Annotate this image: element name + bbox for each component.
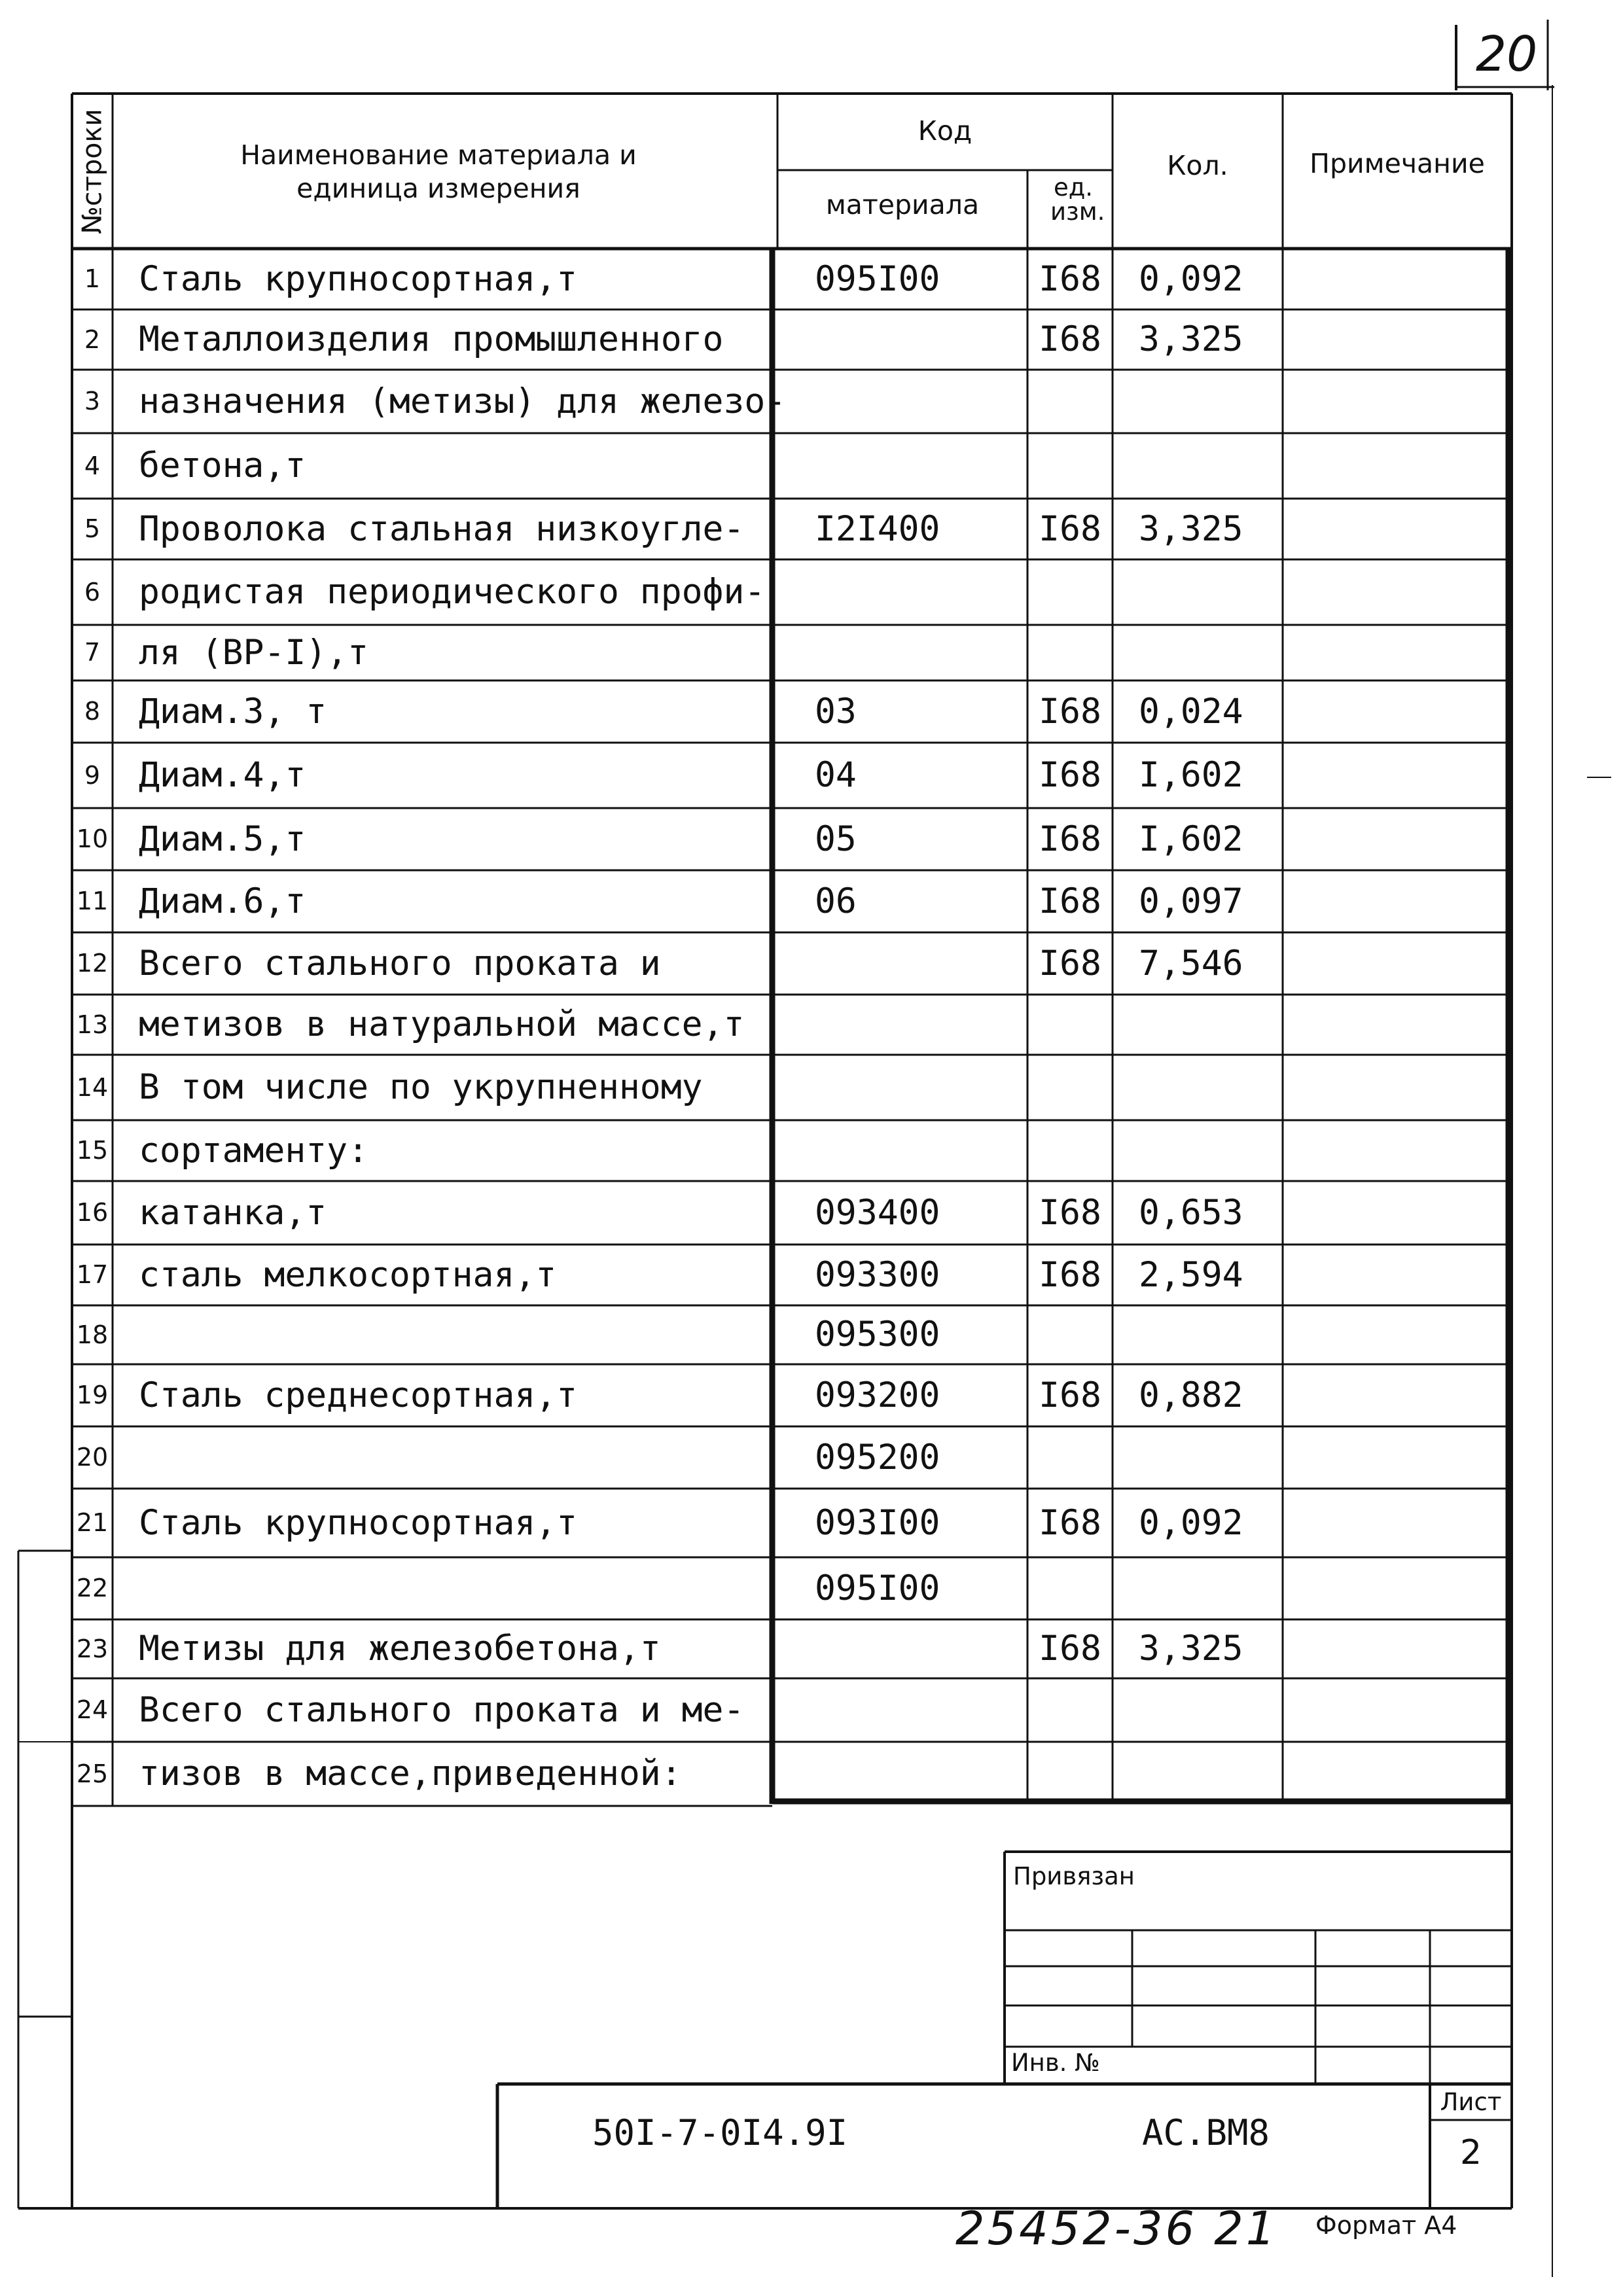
row-18-unit [1029, 1305, 1111, 1364]
row-11-unit: I68 [1039, 881, 1101, 921]
row-18-n: 18 [76, 1320, 109, 1349]
row-7-name: ля (ВР-I),т [139, 633, 368, 673]
row-3-unit [1029, 370, 1111, 433]
row-15-n: 15 [76, 1136, 109, 1165]
row-25-name: тизов в массе,приведенной: [139, 1754, 682, 1793]
page-number: 20 [1476, 26, 1538, 82]
row-8-unit: I68 [1039, 692, 1101, 732]
row-9-qty: I,602 [1139, 755, 1243, 795]
row-10-code: 05 [815, 819, 857, 859]
row-6-code [815, 559, 1024, 625]
row-24-unit [1029, 1678, 1111, 1742]
row-9-name: Диам.4,т [139, 755, 306, 795]
row-13-unit [1029, 995, 1111, 1055]
row-8-n: 8 [84, 697, 101, 726]
row-5-name: Проволока стальная низкоугле- [139, 509, 745, 549]
row-7-unit [1029, 625, 1111, 680]
row-5-n: 5 [84, 514, 101, 543]
row-6-n: 6 [84, 578, 101, 607]
row-20-unit [1029, 1426, 1111, 1489]
row-2-qty: 3,325 [1139, 319, 1243, 359]
row-25-qty [1139, 1742, 1281, 1806]
row-25-n: 25 [76, 1759, 109, 1788]
row-6-qty [1139, 559, 1281, 625]
header-name: Наименование материала и единица измерения [240, 139, 637, 205]
row-21-qty: 0,092 [1139, 1503, 1243, 1543]
row-10-qty: I,602 [1139, 819, 1243, 859]
row-11-name: Диам.6,т [139, 881, 306, 921]
row-13-code [815, 995, 1024, 1055]
row-1-name: Сталь крупносортная,т [139, 259, 578, 299]
row-1-qty: 0,092 [1139, 259, 1243, 299]
row-20-name [139, 1426, 767, 1489]
header-code: Код [918, 115, 972, 147]
row-13-n: 13 [76, 1010, 109, 1039]
header-material: материала [825, 189, 980, 221]
row-9-code: 04 [815, 755, 857, 795]
row-3-name: назначения (метизы) для железо- [139, 381, 787, 421]
row-22-name [139, 1557, 767, 1619]
row-14-name: В том числе по укрупненному [139, 1067, 703, 1107]
row-19-code: 093200 [815, 1375, 940, 1415]
row-2-code [815, 309, 1024, 370]
row-22-code: 095I00 [815, 1568, 940, 1608]
row-10-unit: I68 [1039, 819, 1101, 859]
row-10-name: Диам.5,т [139, 819, 306, 859]
row-22-n: 22 [76, 1574, 109, 1602]
row-17-code: 093300 [815, 1255, 940, 1295]
row-6-name: родистая периодического профи- [139, 572, 766, 612]
row-18-qty [1139, 1305, 1281, 1364]
row-16-code: 093400 [815, 1193, 940, 1233]
row-19-unit: I68 [1039, 1375, 1101, 1415]
row-18-code: 095300 [815, 1315, 940, 1354]
row-9-unit: I68 [1039, 755, 1101, 795]
row-17-qty: 2,594 [1139, 1255, 1243, 1295]
document-mark: АС.ВМ8 [1142, 2112, 1270, 2153]
row-12-qty: 7,546 [1139, 944, 1243, 983]
linked-label: Привязан [1013, 1862, 1135, 1890]
row-8-code: 03 [815, 692, 857, 732]
row-23-code [815, 1619, 1024, 1678]
header-note: Примечание [1310, 148, 1485, 179]
row-23-qty: 3,325 [1139, 1629, 1243, 1669]
row-10-n: 10 [76, 824, 109, 853]
row-3-code [815, 370, 1024, 433]
row-16-qty: 0,653 [1139, 1193, 1243, 1233]
row-21-n: 21 [76, 1508, 109, 1537]
inventory-number-label: Инв. № [1011, 2049, 1100, 2077]
row-16-unit: I68 [1039, 1193, 1101, 1233]
header-row-number: №строки [76, 109, 108, 234]
row-4-code [815, 433, 1024, 499]
row-15-code [815, 1120, 1024, 1181]
row-8-qty: 0,024 [1139, 692, 1243, 732]
row-16-name: катанка,т [139, 1193, 327, 1233]
row-12-code [815, 932, 1024, 995]
row-1-code: 095I00 [815, 259, 940, 299]
row-14-unit [1029, 1055, 1111, 1120]
row-13-qty [1139, 995, 1281, 1055]
row-5-unit: I68 [1039, 509, 1101, 549]
sheet-label: Лист [1440, 2088, 1502, 2116]
row-19-n: 19 [76, 1381, 109, 1409]
row-1-unit: I68 [1039, 259, 1101, 299]
row-5-qty: 3,325 [1139, 509, 1243, 549]
document-code: 50I-7-0I4.9I [592, 2112, 848, 2153]
header-unit: ед. изм. [1050, 173, 1105, 226]
row-14-n: 14 [76, 1073, 109, 1102]
header-qty: Кол. [1167, 150, 1228, 181]
row-21-name: Сталь крупносортная,т [139, 1503, 578, 1543]
row-23-name: Метизы для железобетона,т [139, 1629, 661, 1669]
row-18-name [139, 1305, 767, 1364]
row-14-code [815, 1055, 1024, 1120]
row-19-name: Сталь среднесортная,т [139, 1375, 578, 1415]
row-22-qty [1139, 1557, 1281, 1619]
row-12-name: Всего стального проката и [139, 944, 661, 983]
row-24-name: Всего стального проката и ме- [139, 1690, 745, 1730]
row-12-unit: I68 [1039, 944, 1101, 983]
row-15-qty [1139, 1120, 1281, 1181]
format-label: Формат А4 [1315, 2211, 1457, 2240]
row-23-unit: I68 [1039, 1629, 1101, 1669]
row-1-n: 1 [84, 264, 101, 293]
row-4-n: 4 [84, 451, 101, 480]
sheet-number: 2 [1459, 2133, 1482, 2172]
row-19-qty: 0,882 [1139, 1375, 1243, 1415]
row-24-code [815, 1678, 1024, 1742]
row-21-code: 093I00 [815, 1503, 940, 1543]
row-2-name: Металлоизделия промышленного [139, 319, 724, 359]
row-17-unit: I68 [1039, 1255, 1101, 1295]
row-11-code: 06 [815, 881, 857, 921]
row-3-n: 3 [84, 387, 101, 415]
row-11-n: 11 [76, 887, 109, 915]
row-8-name: Диам.3, т [139, 692, 327, 732]
row-4-unit [1029, 433, 1111, 499]
row-20-code: 095200 [815, 1438, 940, 1477]
row-23-n: 23 [76, 1634, 109, 1663]
row-2-unit: I68 [1039, 319, 1101, 359]
row-9-n: 9 [84, 761, 101, 790]
row-12-n: 12 [76, 949, 109, 978]
row-21-unit: I68 [1039, 1503, 1101, 1543]
row-15-name: сортаменту: [139, 1131, 368, 1171]
row-22-unit [1029, 1557, 1111, 1619]
row-7-n: 7 [84, 638, 101, 667]
row-15-unit [1029, 1120, 1111, 1181]
row-14-qty [1139, 1055, 1281, 1120]
row-4-name: бетона,т [139, 446, 306, 486]
row-7-qty [1139, 625, 1281, 680]
row-3-qty [1139, 370, 1281, 433]
row-6-unit [1029, 559, 1111, 625]
row-17-n: 17 [76, 1260, 109, 1289]
row-13-name: метизов в натуральной массе,т [139, 1004, 745, 1044]
row-4-qty [1139, 433, 1281, 499]
row-20-n: 20 [76, 1443, 109, 1472]
row-25-unit [1029, 1742, 1111, 1806]
row-24-n: 24 [76, 1695, 109, 1724]
handwritten-number: 25452-36 21 [955, 2202, 1278, 2255]
row-20-qty [1139, 1426, 1281, 1489]
row-2-n: 2 [84, 325, 101, 354]
row-5-code: I2I400 [815, 509, 940, 549]
row-16-n: 16 [76, 1198, 109, 1227]
row-11-qty: 0,097 [1139, 881, 1243, 921]
row-17-name: сталь мелкосортная,т [139, 1255, 557, 1295]
row-25-code [815, 1742, 1024, 1806]
row-7-code [815, 625, 1024, 680]
row-24-qty [1139, 1678, 1281, 1742]
